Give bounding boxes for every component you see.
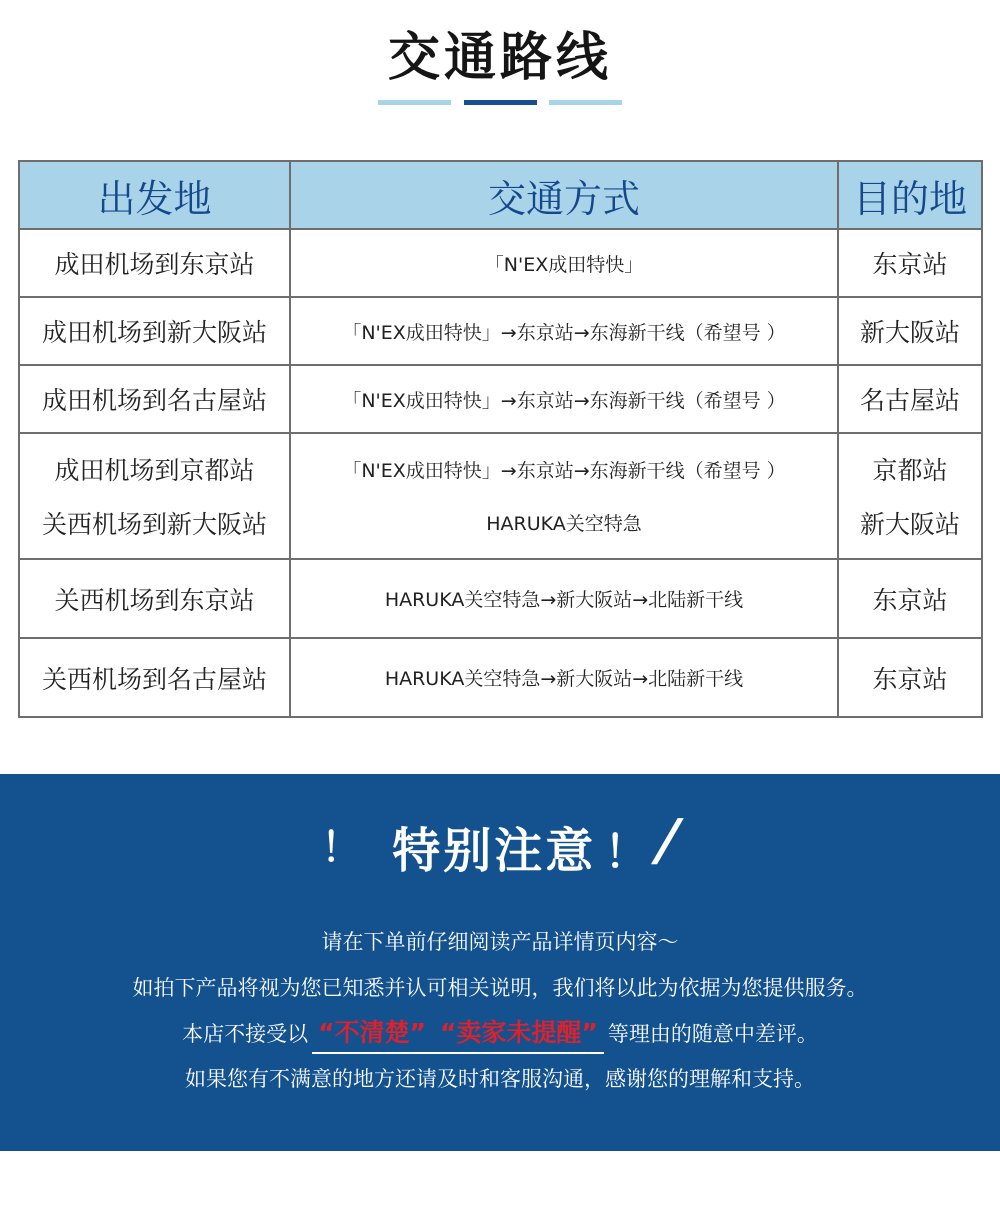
origin-cell xyxy=(19,638,290,717)
destination-cell xyxy=(838,559,982,638)
origin-cell xyxy=(19,559,290,638)
method-text: 「N'EX成田特快」→东京站→东海新干线（希望号 ） xyxy=(342,389,786,412)
origin-text: 成田机场到东京站 xyxy=(54,250,255,279)
method-text: HARUKA关空特急→新大阪站→北陆新干线 xyxy=(384,589,744,611)
origin-cell xyxy=(19,365,290,433)
table-row xyxy=(19,297,982,365)
origin-text: 成田机场到新大阪站 xyxy=(41,318,267,347)
origin-text: 成田机场到京都站 xyxy=(54,456,255,485)
destination-text: 东京站 xyxy=(872,664,948,694)
header-destination: 目的地 xyxy=(838,161,982,229)
method-text: HARUKA关空特急→新大阪站→北陆新干线 xyxy=(384,668,744,690)
notice-line xyxy=(0,1017,1000,1054)
method-cell xyxy=(290,365,838,433)
destination-text: 东京站 xyxy=(872,585,948,615)
exclamation-icon: / xyxy=(648,808,690,873)
origin-text: 关西机场到新大阪站 xyxy=(41,510,267,539)
method-text: HARUKA关空特急 xyxy=(486,513,642,535)
origin-cell xyxy=(19,297,290,365)
destination-cell xyxy=(838,297,982,365)
destination-text: 东京站 xyxy=(872,250,948,279)
notice-line: 请在下单前仔细阅读产品详情页内容～ xyxy=(321,930,679,954)
method-cell xyxy=(290,297,838,365)
title-underline-right xyxy=(549,100,622,105)
method-cell xyxy=(290,559,838,638)
table-row xyxy=(19,365,982,433)
destination-text: 新大阪站 xyxy=(859,318,960,347)
method-cell xyxy=(290,229,838,297)
notice-heading xyxy=(0,808,1000,887)
notice-title: 特别注意 xyxy=(392,823,597,879)
destination-text: 新大阪站 xyxy=(859,510,960,539)
origin-text: 成田机场到名古屋站 xyxy=(41,386,267,415)
notice-panel xyxy=(0,774,1000,1151)
notice-line-suffix: 等理由的随意中差评。 xyxy=(607,1022,818,1046)
method-text: 「N'EX成田特快」 xyxy=(484,253,644,276)
table-row xyxy=(19,638,982,717)
notice-line: 如拍下产品将视为您已知悉并认可相关说明，我们将以此为依据为您提供服务。 xyxy=(132,976,868,1000)
page-title: 交通路线 xyxy=(387,28,612,88)
highlight-text: “卖家未提醒” xyxy=(440,1018,598,1047)
title-underline-middle xyxy=(464,100,537,105)
notice-line-prefix: 本店不接受以 xyxy=(182,1022,309,1046)
highlight-text: “不清楚” xyxy=(318,1018,426,1047)
header-origin: 出发地 xyxy=(19,161,290,229)
origin-text: 关西机场到名古屋站 xyxy=(41,664,267,694)
method-cell xyxy=(290,638,838,717)
origin-text: 关西机场到东京站 xyxy=(54,585,255,615)
method-text: 「N'EX成田特快」→东京站→东海新干线（希望号 ） xyxy=(342,460,786,482)
route-table xyxy=(18,160,983,718)
method-cell xyxy=(290,433,838,559)
title-underline-left xyxy=(378,100,451,105)
header-method: 交通方式 xyxy=(290,161,838,229)
origin-cell xyxy=(19,229,290,297)
notice-line: 如果您有不满意的地方还请及时和客服沟通，感谢您的理解和支持。 xyxy=(185,1067,815,1091)
destination-cell xyxy=(838,433,982,559)
table-row xyxy=(19,229,982,297)
destination-text: 京都站 xyxy=(872,456,948,485)
table-row xyxy=(19,559,982,638)
highlight-underline xyxy=(312,1017,604,1054)
exclamation-icon: ！ xyxy=(321,825,365,871)
destination-cell xyxy=(838,365,982,433)
destination-cell xyxy=(838,638,982,717)
destination-text: 名古屋站 xyxy=(859,386,960,415)
origin-cell xyxy=(19,433,290,559)
destination-cell xyxy=(838,229,982,297)
exclamation-icon: ！ xyxy=(604,827,652,878)
table-header-row xyxy=(19,161,982,229)
table-row xyxy=(19,433,982,559)
method-text: 「N'EX成田特快」→东京站→东海新干线（希望号 ） xyxy=(342,321,786,344)
